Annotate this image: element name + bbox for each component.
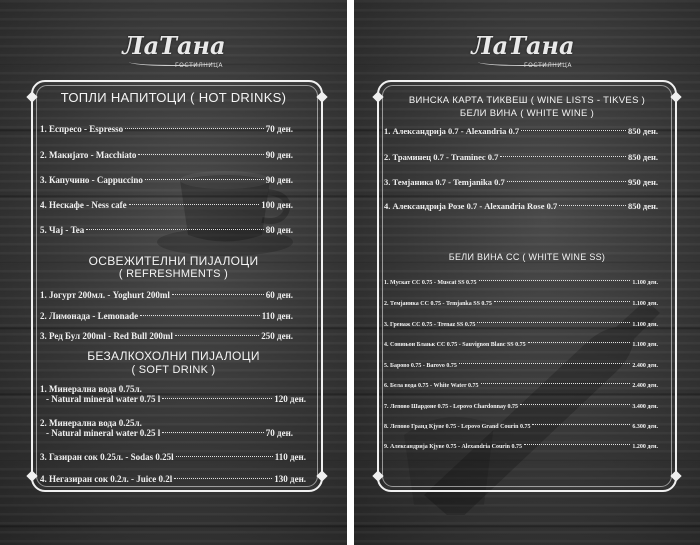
item-name: 3. Газиран сок 0.25л. - Sodas 0.25l: [40, 452, 174, 462]
menu-item: [40, 331, 293, 341]
item-name: 4. Совињон Блањк СС 0.75 - Sauvignon Blanc SS 0.75: [384, 342, 526, 348]
item-name: 4. Александрија Розе 0.7 - Alexandria Rose 0.7: [384, 201, 558, 211]
leader-dots: [162, 432, 263, 433]
leader-dots: [481, 383, 631, 384]
section-subtitle-soft-drinks: ( SOFT DRINK ): [131, 364, 216, 376]
leader-dots: [479, 280, 631, 281]
menu-item: [40, 474, 306, 484]
leader-dots: [172, 294, 264, 295]
leader-dots: [86, 229, 263, 230]
item-name: 1. Јогурт 200мл. - Yoghurt 200ml: [40, 290, 170, 300]
section-title-soft-drinks: БЕЗАЛКОХОЛНИ ПИЈАЛОЦИ: [87, 349, 260, 363]
menu-item: [40, 200, 293, 210]
item-price: 120 ден.: [274, 394, 306, 404]
item-name: 4. Нескафе - Ness cafe: [40, 200, 127, 210]
item-price: 110 ден.: [274, 452, 306, 462]
item-name: 6. Бела вода 0.75 - White Water 0.75: [384, 383, 479, 389]
item-price: 70 ден.: [265, 124, 293, 134]
leader-dots: [521, 130, 626, 131]
leader-dots: [145, 179, 264, 180]
menu-page-right: [354, 0, 700, 545]
item-name: 1. Еспресо - Espresso: [40, 124, 124, 134]
item-price: 2.400 ден.: [632, 383, 658, 389]
item-price: 1.100 ден.: [632, 301, 658, 307]
menu-item: [384, 280, 658, 286]
item-name: 3. Темјаника 0.7 - Temjanika 0.7: [384, 177, 505, 187]
item-name: 1. Минерална вода 0.75л.: [40, 384, 142, 394]
item-price: 60 ден.: [265, 290, 293, 300]
leader-dots: [524, 444, 630, 445]
leader-dots: [477, 322, 630, 323]
menu-item: [384, 404, 658, 410]
menu-frame-right: [377, 80, 677, 492]
brand-logo: [119, 32, 229, 74]
menu-item: [384, 363, 658, 369]
menu-item: [40, 225, 293, 235]
item-price: 100 ден.: [261, 200, 293, 210]
item-price: 250 ден.: [261, 331, 293, 341]
logo-subtitle: ГОСТИЛНИЦА: [175, 62, 223, 69]
menu-item: [384, 152, 658, 162]
leader-dots: [125, 128, 264, 129]
leader-dots: [532, 424, 630, 425]
item-price: 90 ден.: [265, 175, 293, 185]
menu-item: [384, 444, 658, 450]
menu-item: [384, 322, 658, 328]
menu-item: [40, 150, 293, 160]
item-price: 850 ден.: [628, 126, 658, 136]
item-price: 110 ден.: [261, 311, 293, 321]
item-price: 90 ден.: [265, 150, 293, 160]
menu-page-left: [0, 0, 347, 545]
item-name: 2. Макијато - Macchiato: [40, 150, 137, 160]
menu-item: [384, 177, 658, 187]
menu-item: [384, 301, 658, 307]
leader-dots: [520, 404, 630, 405]
item-name: 3. Капучино - Cappuccino: [40, 175, 143, 185]
menu-item: [384, 342, 658, 348]
menu-item: [40, 384, 306, 404]
leader-dots: [174, 478, 272, 479]
leader-dots: [138, 154, 263, 155]
item-name: 2. Минерална вода 0.25л.: [40, 418, 142, 428]
section-title-refreshments: ОСВЕЖИТЕЛНИ ПИЈАЛОЦИ: [88, 254, 259, 268]
menu-item: [384, 383, 658, 389]
page-fold: [347, 0, 354, 545]
menu-item: [40, 311, 293, 321]
leader-dots: [140, 315, 260, 316]
item-name: 8. Лепово Гранд Кјуве 0.75 - Lepovo Grand Courin 0.75: [384, 424, 531, 430]
section-subtitle-refreshments: ( REFRESHMENTS ): [118, 268, 229, 280]
leader-dots: [176, 456, 273, 457]
item-name: 3. Ред Бул 200ml - Red Bull 200ml: [40, 331, 173, 341]
leader-dots: [528, 342, 631, 343]
section-subtitle-white-wine: БЕЛИ ВИНА ( WHITE WINE ): [459, 108, 595, 119]
item-name: 2. Траминец 0.7 - Traminec 0.7: [384, 152, 499, 162]
menu-item: [384, 424, 658, 430]
menu-item: [40, 124, 293, 134]
item-price: 1.100 ден.: [632, 342, 658, 348]
item-price: 1.100 ден.: [632, 280, 658, 286]
item-name: 2. Темјаника СС 0.75 - Temjanka SS 0.75: [384, 301, 492, 307]
leader-dots: [459, 363, 630, 364]
item-price: 80 ден.: [265, 225, 293, 235]
item-name: 5. Чај - Tea: [40, 225, 85, 235]
leader-dots: [129, 204, 260, 205]
logo-text: ЛаТана: [122, 31, 226, 60]
menu-item: [40, 175, 293, 185]
item-name-english: - Natural mineral water 0.75 l: [46, 394, 161, 404]
item-price: 1.100 ден.: [632, 322, 658, 328]
item-price: 2.400 ден.: [632, 363, 658, 369]
menu-item: [384, 126, 658, 136]
item-price: 950 ден.: [628, 177, 658, 187]
item-name: 5. Барово 0.75 - Barovo 0.75: [384, 363, 457, 369]
item-price: 70 ден.: [265, 428, 293, 438]
item-price: 850 ден.: [628, 201, 658, 211]
item-name: 7. Лепово Шардоне 0.75 - Lepovo Chardonnay 0.75: [384, 404, 518, 410]
section-title-hot-drinks: ТОПЛИ НАПИТОЦИ ( HOT DRINKS): [60, 90, 287, 105]
item-name: 9. Александрија Кјуве 0.75 - Alexandria Courin 0.75: [384, 444, 522, 450]
item-name: 1. Мускат СС 0.75 - Muscat SS 0.75: [384, 280, 477, 286]
leader-dots: [162, 398, 272, 399]
menu-item: [40, 290, 293, 300]
menu-item: [40, 418, 293, 438]
item-price: 850 ден.: [628, 152, 658, 162]
menu-item: [40, 452, 306, 462]
item-price: 130 ден.: [274, 474, 306, 484]
item-price: 3.400 ден.: [632, 404, 658, 410]
logo-text: ЛаТана: [471, 31, 575, 60]
brand-logo: [468, 32, 578, 74]
item-name: 1. Александрија 0.7 - Alexandria 0.7: [384, 126, 520, 136]
leader-dots: [175, 335, 259, 336]
item-name: 2. Лимонада - Lemonade: [40, 311, 139, 321]
item-name-english: - Natural mineral water 0.25 l: [46, 428, 161, 438]
section-title-wine-list: ВИНСКА КАРТА ТИКВЕШ ( WINE LISTS - TIKVES ): [408, 95, 646, 106]
leader-dots: [494, 301, 630, 302]
item-name: 3. Гренаж СС 0.75 - Trenaz SS 0.75: [384, 322, 476, 328]
leader-dots: [559, 205, 626, 206]
item-price: 6.300 ден.: [632, 424, 658, 430]
section-title-white-wine-ss: БЕЛИ ВИНА СС ( WHITE WINE SS): [448, 252, 606, 262]
item-price: 1.200 ден.: [632, 444, 658, 450]
leader-dots: [500, 156, 626, 157]
menu-item: [384, 201, 658, 211]
item-name: 4. Негазиран сок 0.2л. - Juice 0.2l: [40, 474, 173, 484]
leader-dots: [507, 181, 626, 182]
logo-subtitle: ГОСТИЛНИЦА: [524, 62, 572, 69]
